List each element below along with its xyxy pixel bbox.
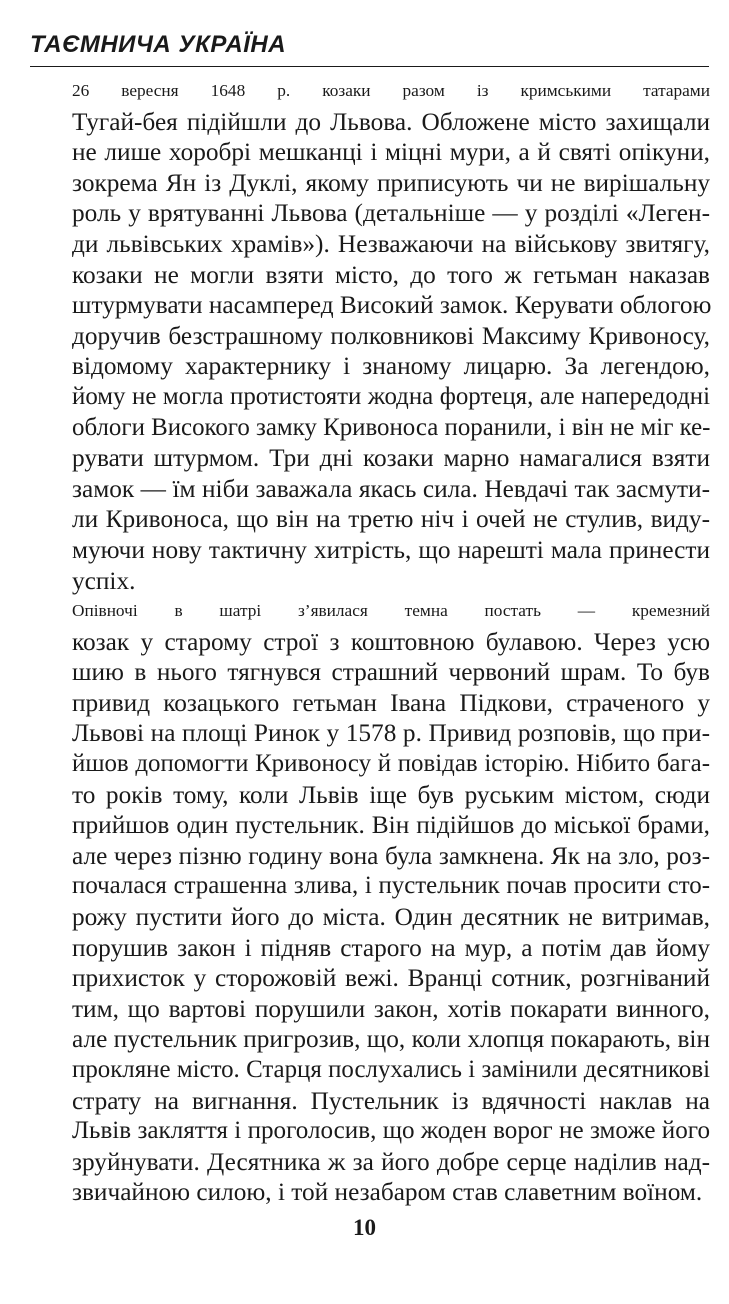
text-line: штурмувати насамперед Високий замок. Керувати облогою bbox=[72, 291, 712, 320]
text-line: йшов допомогти Кривоносу й повідав історію. Нібито бага- bbox=[72, 750, 710, 778]
text-line: рувати штурмом. Три дні козаки марно намагалися взяти bbox=[72, 444, 710, 473]
text-line: доручив безстрашному полковникові Максиму Кривоносу, bbox=[72, 321, 710, 350]
running-title: ТАЄМНИЧА УКРАЇНА bbox=[30, 31, 287, 58]
text-line: рожу пустити його до міста. Один десятник не витримав, bbox=[72, 903, 710, 932]
text-line: то років тому, коли Львів іще був руським містом, сюди bbox=[72, 780, 710, 809]
text-line: привид козацького гетьман Івана Підкови, страченого у bbox=[72, 688, 710, 717]
text-line: почалася страшенна злива, і пустельник почав просити сто- bbox=[72, 872, 710, 900]
text-line: успіх. bbox=[72, 566, 136, 595]
text-line: але пустельник пригрозив, що, коли хлопця покарають, він bbox=[72, 1025, 710, 1054]
text-line: козаки не могли взяти місто, до того ж гетьман наказав bbox=[72, 260, 710, 289]
text-line: замок — їм ніби заважала якась сила. Невдачі так засмути- bbox=[72, 474, 710, 503]
text-line: порушив закон і підняв старого на мур, а потім дав йому bbox=[72, 933, 710, 962]
text-line: ли Кривоноса, що він на третю ніч і очей не стулив, виду- bbox=[72, 505, 710, 534]
text-line: зокрема Ян із Дуклі, якому приписують чи не вирішальну bbox=[72, 168, 710, 197]
text-line: Опівночі в шатрі з’явилася темна постать — кремезний bbox=[72, 601, 710, 621]
page-number: 10 bbox=[353, 1215, 376, 1240]
text-line: йому не могла протистояти жодна фортеця, але напередодні bbox=[72, 382, 710, 410]
text-line: роль у врятуванні Львова (детальніше — у розділі «Леген- bbox=[72, 199, 710, 228]
text-line: ди львівських храмів»). Незважаючи на військову звитягу, bbox=[72, 229, 710, 258]
text-line: страту на вигнання. Пустельник із вдячності наклав на bbox=[72, 1086, 710, 1115]
text-line: 26 вересня 1648 р. козаки разом із кримськими татарами bbox=[72, 81, 710, 100]
text-line: прийшов один пустельник. Він підійшов до міської брами, bbox=[72, 811, 710, 840]
text-line: Львів закляття і проголосив, що жоден ворог не зможе його bbox=[72, 1117, 710, 1145]
text-line: муючи нову тактичну хитрість, що нарешті мала принести bbox=[72, 535, 710, 564]
text-line: Тугай-бея підійшли до Львова. Обложене місто захищали bbox=[72, 107, 710, 136]
text-line: відомому характернику і знаному лицарю. За легендою, bbox=[72, 352, 710, 381]
text-line: прокляне місто. Старця послухались і замінили десятникові bbox=[72, 1056, 710, 1083]
text-line: шию в нього тягнувся страшний червоний шрам. То був bbox=[72, 658, 710, 687]
body-text bbox=[30, 76, 710, 1208]
text-line: Львові на площі Ринок у 1578 р. Привид розповів, що при- bbox=[72, 719, 710, 748]
text-line: козак у старому строї з коштовною булавою. Через усю bbox=[72, 627, 710, 656]
text-line: звичайною силою, і той незабаром став славетним воїном. bbox=[72, 1178, 703, 1207]
text-line: але через пізню годину вона була замкнена. Як на зло, роз- bbox=[72, 841, 710, 870]
paragraph-2 bbox=[30, 596, 710, 1208]
text-line: прихисток у сторожовій вежі. Вранці сотник, розгніваний bbox=[72, 964, 710, 993]
text-line: тим, що вартові порушили закон, хотів покарати винного, bbox=[72, 994, 710, 1023]
text-line: не лише хоробрі мешканці і міцні мури, а й святі опікуни, bbox=[72, 138, 710, 167]
paragraph-1 bbox=[30, 76, 710, 596]
header-rule bbox=[30, 66, 709, 67]
text-line: облоги Високого замку Кривоноса поранили, і він не міг ке- bbox=[72, 413, 711, 441]
text-line: зруйнувати. Десятника ж за його добре серце наділив над- bbox=[72, 1147, 710, 1176]
